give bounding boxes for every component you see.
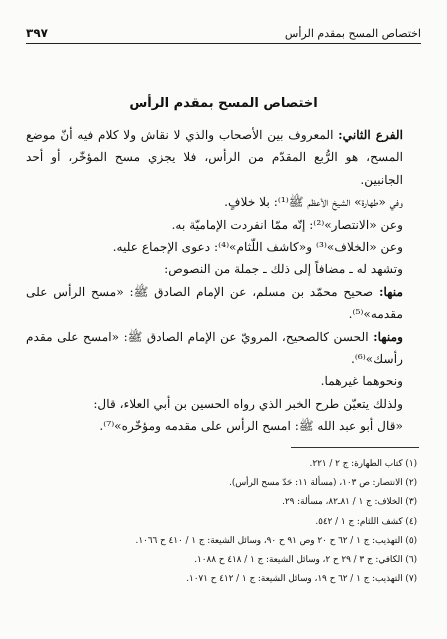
paragraph-lead: منها: (378, 284, 403, 299)
paragraph (26, 124, 419, 191)
paragraph-text: الحسن كالصحيح، المرويّ عن الإمام الصادق ﷺ: «امسح على مقدم رأسك»⁽⁶⁾. (26, 329, 403, 367)
paragraph-text: ولذلك يتعيّن طرح الخبر الذي رواه الحسين بن أبي العلاء، قال: (93, 396, 403, 411)
paragraph-lead: الفرع الثاني: (338, 128, 404, 142)
section-title: اختصاص المسح بمقدم الرأس (129, 96, 318, 111)
paragraph-text: «قال أبو عبد الله ﷺ: امسح الرأس على مقدمه ومؤخّره»⁽⁷⁾. (99, 419, 403, 434)
paragraph (26, 370, 419, 392)
footnotes (26, 455, 417, 589)
paragraph (26, 393, 419, 415)
paragraph-text: وعن «الخلاف»⁽³⁾ و«كاشف اللّثام»⁽⁴⁾: دعوى الإجماع عليه. (112, 240, 403, 255)
footnote: (٧) التهذيب: ج ١ / ٦٢ ح ١٩، وسائل الشيعة: ج ١ / ٤١٢ ح ١٠٧١. (186, 574, 417, 585)
paragraph-text: صحيح محمّد بن مسلم، عن الإمام الصادق ﷺ: «مسح الرأس على مقدمه»⁽⁵⁾. (26, 284, 403, 322)
running-header (26, 24, 421, 40)
paragraph (26, 258, 419, 280)
header-rule (26, 43, 421, 44)
footnote: (١) كتاب الطهارة: ج ٢ / ٢٢١. (309, 459, 417, 469)
footnote: (٢) الانتصار: ص ١٠٣، (مسألة ١١: حَدّ مسح الرأس). (229, 478, 417, 489)
page-number: ٣٩٧ (26, 26, 48, 40)
footnote: (٦) الكافي: ج ٣ / ٢٩ ح ٢، وسائل الشيعة: ج ١ / ٤١٨ ح ١٠٨٨. (194, 555, 417, 566)
footnote: (٣) الخلاف: ج ١ / ٨١ـ٨٢، مسألة: ٢٩. (282, 497, 417, 508)
paragraph (26, 281, 419, 326)
paragraph (26, 415, 419, 437)
footnote: (٤) كشف اللثام: ج ١ / ٥٤٢. (315, 516, 417, 527)
paragraph-text: المعروف بين الأصحاب والذي لا نقاش ولا كلام فيه أنّ موضع المسح، هو الرُّبع المقدّم من الرأس، فلا يجزي مسح المؤخّر، أو أحد الجانبين. (26, 128, 403, 187)
paragraph (26, 191, 419, 213)
paragraph (26, 326, 419, 371)
running-title: اختصاص المسح بمقدم الرأس (284, 27, 421, 40)
paragraph (26, 214, 419, 236)
footnote-separator (291, 447, 419, 448)
footnote: (٥) التهذيب: ج ١ / ٦٢ ح ٢٠ وص ٩١ ح ٩٠، وسائل الشيعة: ج ١ / ٤١٠ ح ١٠٦٦. (135, 535, 417, 546)
paragraph-text: وعن «الانتصار»⁽²⁾: إنّه ممّا انفردت الإماميّة به. (171, 217, 403, 232)
paragraph (26, 236, 419, 258)
paragraph-text: ونحوهما غيرهما. (320, 374, 403, 389)
paragraph-lead: ومنها: (373, 329, 403, 344)
body-text (26, 124, 419, 438)
paragraph-text: وتشهد له ـ مضافاً إلى ذلك ـ جملة من النصوص: (164, 262, 403, 277)
paragraph-text: وفي «طهارة» الشيخ الأعظم ﷺ⁽¹⁾: بلا خلافٍ. (224, 195, 403, 210)
